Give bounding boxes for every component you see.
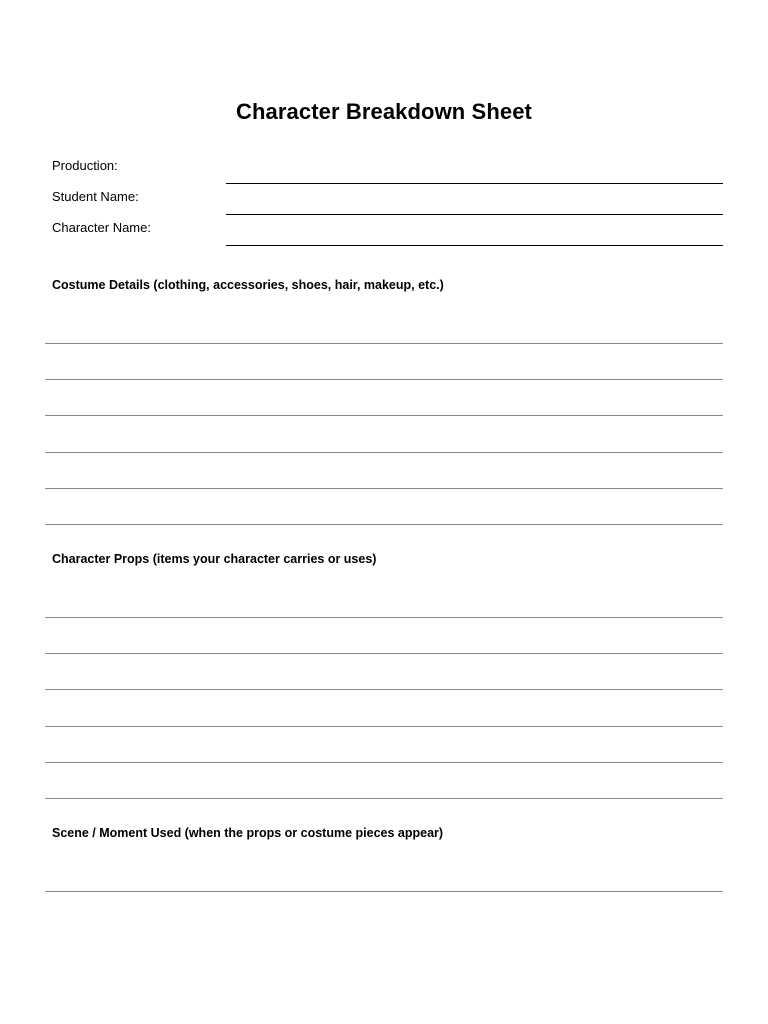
production-label: Production: xyxy=(52,158,118,173)
production-field-line[interactable] xyxy=(226,183,723,184)
student-name-field-line[interactable] xyxy=(226,214,723,215)
costume-details-line[interactable] xyxy=(45,488,723,489)
costume-details-line[interactable] xyxy=(45,415,723,416)
costume-details-heading: Costume Details (clothing, accessories, shoes, hair, makeup, etc.) xyxy=(52,278,444,292)
character-props-line[interactable] xyxy=(45,726,723,727)
student-name-label: Student Name: xyxy=(52,189,139,204)
costume-details-line[interactable] xyxy=(45,379,723,380)
character-props-line[interactable] xyxy=(45,689,723,690)
costume-details-line[interactable] xyxy=(45,343,723,344)
character-props-line[interactable] xyxy=(45,798,723,799)
costume-details-line[interactable] xyxy=(45,524,723,525)
character-props-line[interactable] xyxy=(45,617,723,618)
character-name-field-line[interactable] xyxy=(226,245,723,246)
page-title: Character Breakdown Sheet xyxy=(236,99,532,124)
character-name-label: Character Name: xyxy=(52,220,151,235)
character-props-heading: Character Props (items your character carries or uses) xyxy=(52,552,377,566)
character-props-line[interactable] xyxy=(45,653,723,654)
scene-moment-heading: Scene / Moment Used (when the props or costume pieces appear) xyxy=(52,826,444,840)
scene-moment-line[interactable] xyxy=(45,891,723,892)
costume-details-line[interactable] xyxy=(45,452,723,453)
character-props-line[interactable] xyxy=(45,762,723,763)
